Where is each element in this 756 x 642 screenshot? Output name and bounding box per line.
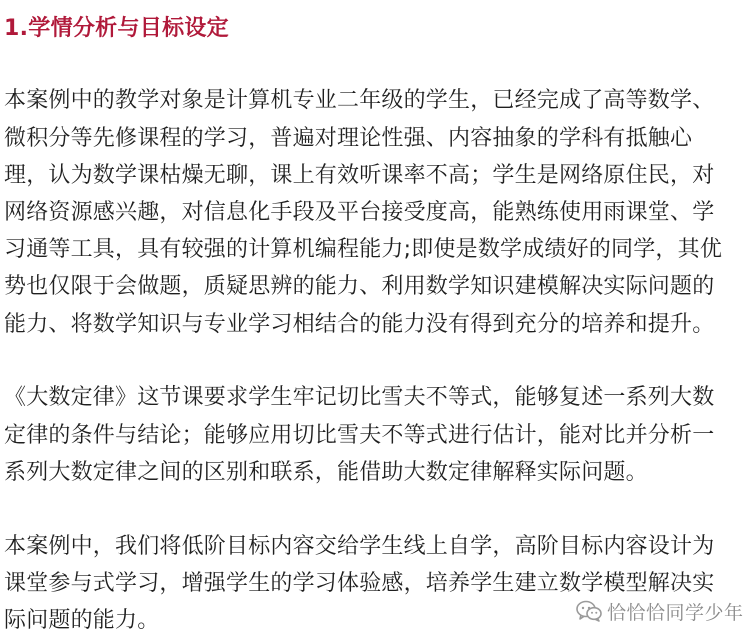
- paragraph-1-line-5: 习通等工具，具有较强的计算机编程能力;即使是数学成绩好的同学，其优: [4, 237, 723, 262]
- paragraph-2-line-3: 系列大数定律之间的区别和联系，能借助大数定律解释实际问题。: [4, 460, 648, 485]
- wechat-icon: [576, 600, 602, 622]
- paragraph-3-line-1: 本案例中，我们将低阶目标内容交给学生线上自学，高阶目标内容设计为: [4, 534, 715, 559]
- account-watermark: [576, 596, 744, 626]
- paragraph-1-line-2: 微积分等先修课程的学习，普遍对理论性强、内容抽象的学科有抵触心: [4, 126, 693, 151]
- paragraph-1-line-7: 能力、将数学知识与专业学习相结合的能力没有得到充分的培养和提升。: [4, 312, 715, 337]
- paragraph-2-line-1: 《大数定律》这节课要求学生牢记切比雪夫不等式，能够复述一系列大数: [4, 385, 715, 410]
- paragraph-3-line-2: 课堂参与式学习，增强学生的学习体验感，培养学生建立数学模型解决实: [4, 571, 715, 596]
- paragraph-3-line-3: 际问题的能力。: [4, 608, 160, 633]
- paragraph-1-line-4: 网络资源感兴趣，对信息化手段及平台接受度高，能熟练使用雨课堂、学: [4, 200, 715, 225]
- paragraph-1-line-6: 势也仅限于会做题，质疑思辨的能力、利用数学知识建模解决实际问题的: [4, 274, 715, 299]
- paragraph-1-line-3: 理，认为数学课枯燥无聊，课上有效听课率不高；学生是网络原住民，对: [4, 163, 715, 188]
- paragraph-1-line-1: 本案例中的教学对象是计算机专业二年级的学生，已经完成了高等数学、: [4, 88, 715, 113]
- section-heading: 1.学情分析与目标设定: [4, 16, 229, 41]
- watermark-text: 恰恰恰同学少年: [607, 601, 744, 624]
- paragraph-2-line-2: 定律的条件与结论；能够应用切比雪夫不等式进行估计，能对比并分析一: [4, 423, 715, 448]
